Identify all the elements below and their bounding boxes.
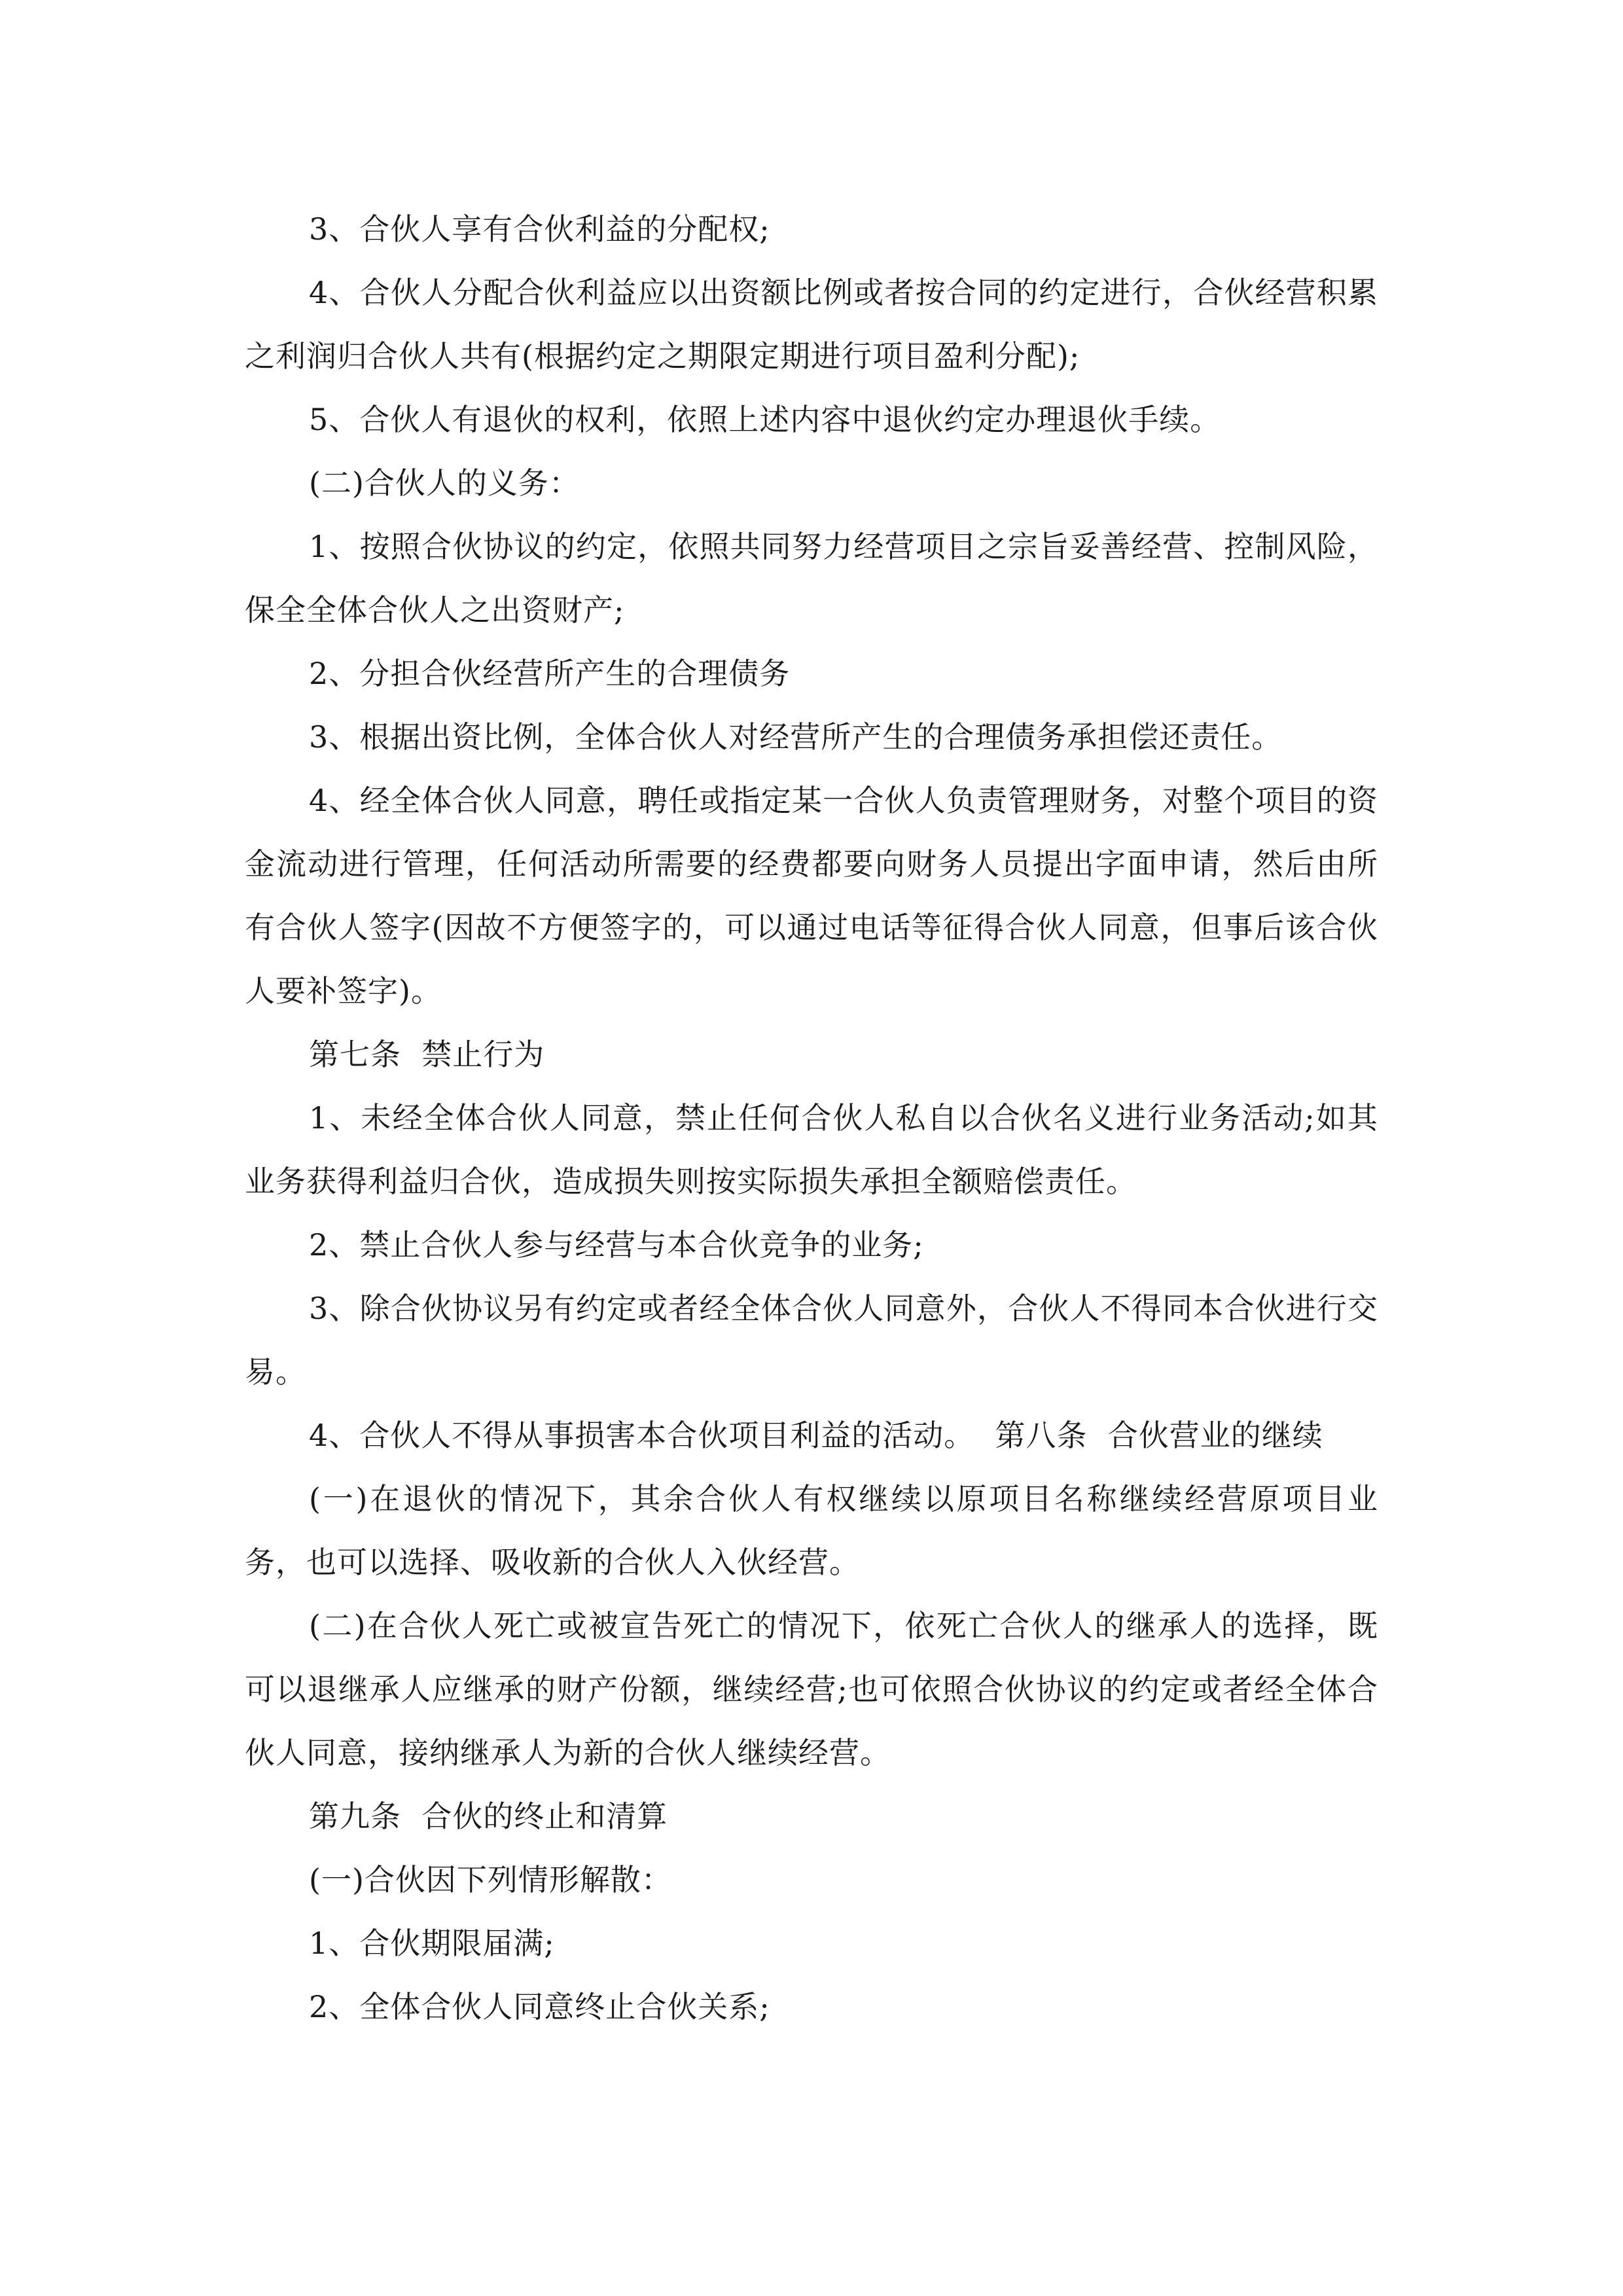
section-heading: (一)合伙因下列情形解散：: [309, 1862, 672, 1897]
paragraph: 3、合伙人享有合伙利益的分配权;: [309, 211, 770, 247]
paragraph: 2、分担合伙经营所产生的合理债务: [309, 656, 791, 691]
paragraph: 4、合伙人分配合伙利益应以出资额比例或者按合同的约定进行，合伙经营积累之利润归合伙人共有(根据约定之期限定期进行项目盈利分配);: [245, 275, 1378, 374]
paragraph: 5、合伙人有退伙的权利，依照上述内容中退伙约定办理退伙手续。: [309, 402, 1221, 437]
document-body: [245, 198, 1378, 2039]
paragraph: 1、合伙期限届满;: [309, 1926, 555, 1961]
paragraph: 3、根据出资比例，全体合伙人对经营所产生的合理债务承担偿还责任。: [309, 719, 1283, 755]
paragraph: 2、全体合伙人同意终止合伙关系;: [309, 1989, 770, 2024]
paragraph: 4、合伙人不得从事损害本合伙项目利益的活动。 第八条 合伙营业的继续: [309, 1418, 1323, 1453]
paragraph: 1、按照合伙协议的约定，依照共同努力经营项目之宗旨妥善经营、控制风险，保全全体合伙人之出资财产;: [245, 529, 1378, 628]
section-heading: (二)合伙人的义务：: [309, 465, 580, 501]
article-heading: 第七条 禁止行为: [309, 1037, 545, 1072]
paragraph: 2、禁止合伙人参与经营与本合伙竞争的业务;: [309, 1227, 924, 1263]
paragraph: 4、经全体合伙人同意，聘任或指定某一合伙人负责管理财务，对整个项目的资金流动进行管理，任何活动所需要的经费都要向财务人员提出字面申请，然后由所有合伙人签字(因故不方便签字的，可以通过电话等征得合伙人同意，但事后该合伙人要补签字)。: [245, 783, 1378, 1009]
paragraph: (二)在合伙人死亡或被宣告死亡的情况下，依死亡合伙人的继承人的选择，既可以退继承人应继承的财产份额，继续经营;也可依照合伙协议的约定或者经全体合伙人同意，接纳继承人为新的合伙人继续经营。: [245, 1608, 1378, 1770]
paragraph: (一)在退伙的情况下，其余合伙人有权继续以原项目名称继续经营原项目业务，也可以选择、吸收新的合伙人入伙经营。: [245, 1481, 1378, 1580]
article-heading: 第九条 合伙的终止和清算: [309, 1799, 668, 1834]
paragraph: 1、未经全体合伙人同意，禁止任何合伙人私自以合伙名义进行业务活动;如其业务获得利益归合伙，造成损失则按实际损失承担全额赔偿责任。: [245, 1100, 1378, 1199]
paragraph: 3、除合伙协议另有约定或者经全体合伙人同意外，合伙人不得同本合伙进行交易。: [245, 1291, 1378, 1390]
